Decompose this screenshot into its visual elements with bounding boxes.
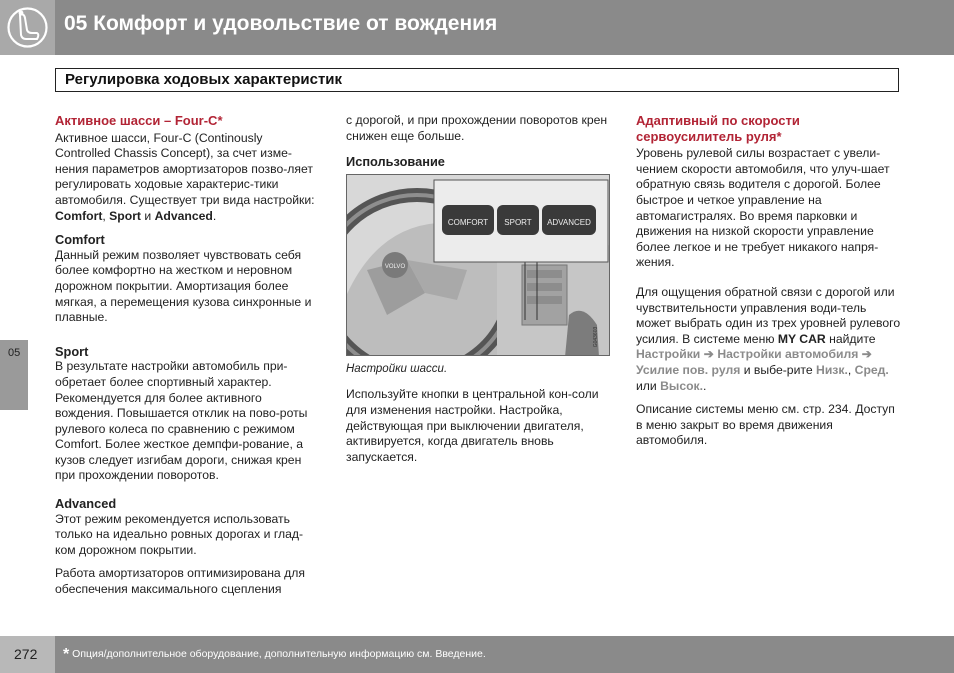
sport-text: В результате настройки автомобиль при-обретает более спортивный характер. Рекомендуется для более активного вождения. Повышается отклик на пово-роты рулевого колеса по сравнению с режимом Comfort. Более жесткое демпфи-рование, а кузов следует изгибам дороги, снижая крен при прохождении поворотов. [55, 359, 308, 483]
page-number-box [0, 636, 55, 673]
footnote-text: Опция/дополнительное оборудование, дополнительную информацию см. Введение. [72, 648, 486, 660]
sport-heading: Sport [55, 343, 89, 359]
figure-caption: Настройки шасси. [346, 362, 448, 375]
four-c-heading: Активное шасси – Four-C* [55, 113, 223, 128]
page-header [0, 0, 954, 55]
column-1 [55, 113, 321, 598]
power-steering-p1: Уровень рулевой силы возрастает с увели-чением скорости автомобиля, что улуч-шает обратную связь водителя с дорогой. Более быстрое и четкое управление на автомагистралях. Во время парковки и движения на низкой скорости управление более легкое и не требует никакого напря-жения. [636, 146, 890, 270]
footnote [63, 646, 486, 664]
arrow-right-icon: ➔ [861, 347, 872, 362]
usage-heading: Использование [346, 154, 445, 170]
advanced-text: Этот режим рекомендуется использовать только на идеально ровных дорогах и глад-ком дорожном покрытии. [55, 511, 304, 557]
arrow-right-icon: ➔ [703, 347, 714, 362]
footnote-star: * [63, 646, 70, 663]
comfort-text: Данный режим позволяет чувствовать себя более комфортно на жестком и неровном дорожном покрытии. Амортизация более мягкая, а перемещения кузова синхронные и плавные. [55, 247, 312, 325]
continued-text: с дорогой, и при прохождении поворотов крен снижен еще больше. [346, 113, 608, 143]
menu-path-steering-force: Усилие пов. руля [636, 362, 741, 377]
chassis-settings-figure [346, 174, 610, 356]
figure-code: G043603 [593, 326, 599, 348]
advanced-heading: Advanced [55, 496, 117, 512]
section-title-bar [55, 68, 899, 92]
page-footer [0, 636, 954, 673]
seat-icon [0, 0, 55, 55]
power-steering-p2: Для ощущения обратной связи с дорогой или чувствительности управления води-тель может выбрать один из трех уровней рулевого усилия. В системе меню MY CAR найдите Настройки ➔ Настройки автомобиля ➔ Усилие пов. руля и выбе-рите Низк., Сред. или Высок.. [636, 284, 901, 393]
chapter-tab[interactable] [0, 340, 28, 410]
option-high: Высок. [660, 378, 704, 393]
option-low: Низк. [816, 362, 848, 377]
power-steering-p3: Описание системы меню см. стр. 234. Доступ в меню закрыт во время движения автомобиля. [636, 402, 895, 448]
menu-path-settings: Настройки [636, 347, 701, 362]
page-number: 272 [14, 646, 38, 662]
menu-path-car-settings: Настройки автомобиля [717, 347, 859, 362]
damper-text: Работа амортизаторов оптимизирована для обеспечения максимального сцепления [55, 566, 305, 597]
power-steering-heading: Адаптивный по скорости сервоусилитель руля* [636, 113, 800, 144]
comfort-button-label: COMFORT [447, 217, 489, 227]
four-c-intro: Активное шасси, Four-C (Continously Controlled Chassis Concept), за счет изме-нения параметров амортизаторов позво-ляет регулировать ходовые характерис-тики автомобиля. Существует три вида настройки: Comfort, Sport и Advanced. [55, 130, 315, 223]
usage-text: Используйте кнопки в центральной кон-соли для изменения настройки. Настройка, действующая при выключении двигателя, активируется, когда двигатель вновь запускается. [346, 387, 599, 464]
page-title: 05 Комфорт и удовольствие от вождения [64, 12, 498, 35]
sport-button-label: SPORT [504, 217, 532, 227]
comfort-heading: Comfort [55, 232, 105, 248]
column-3 [636, 113, 902, 457]
volvo-logo: VOLVO [384, 263, 406, 270]
column-2 [346, 113, 612, 473]
chapter-tab-label: 05 [8, 347, 21, 359]
option-medium: Сред. [854, 362, 889, 377]
advanced-button-label: ADVANCED [547, 217, 591, 227]
section-title: Регулировка ходовых характеристик [65, 71, 343, 88]
